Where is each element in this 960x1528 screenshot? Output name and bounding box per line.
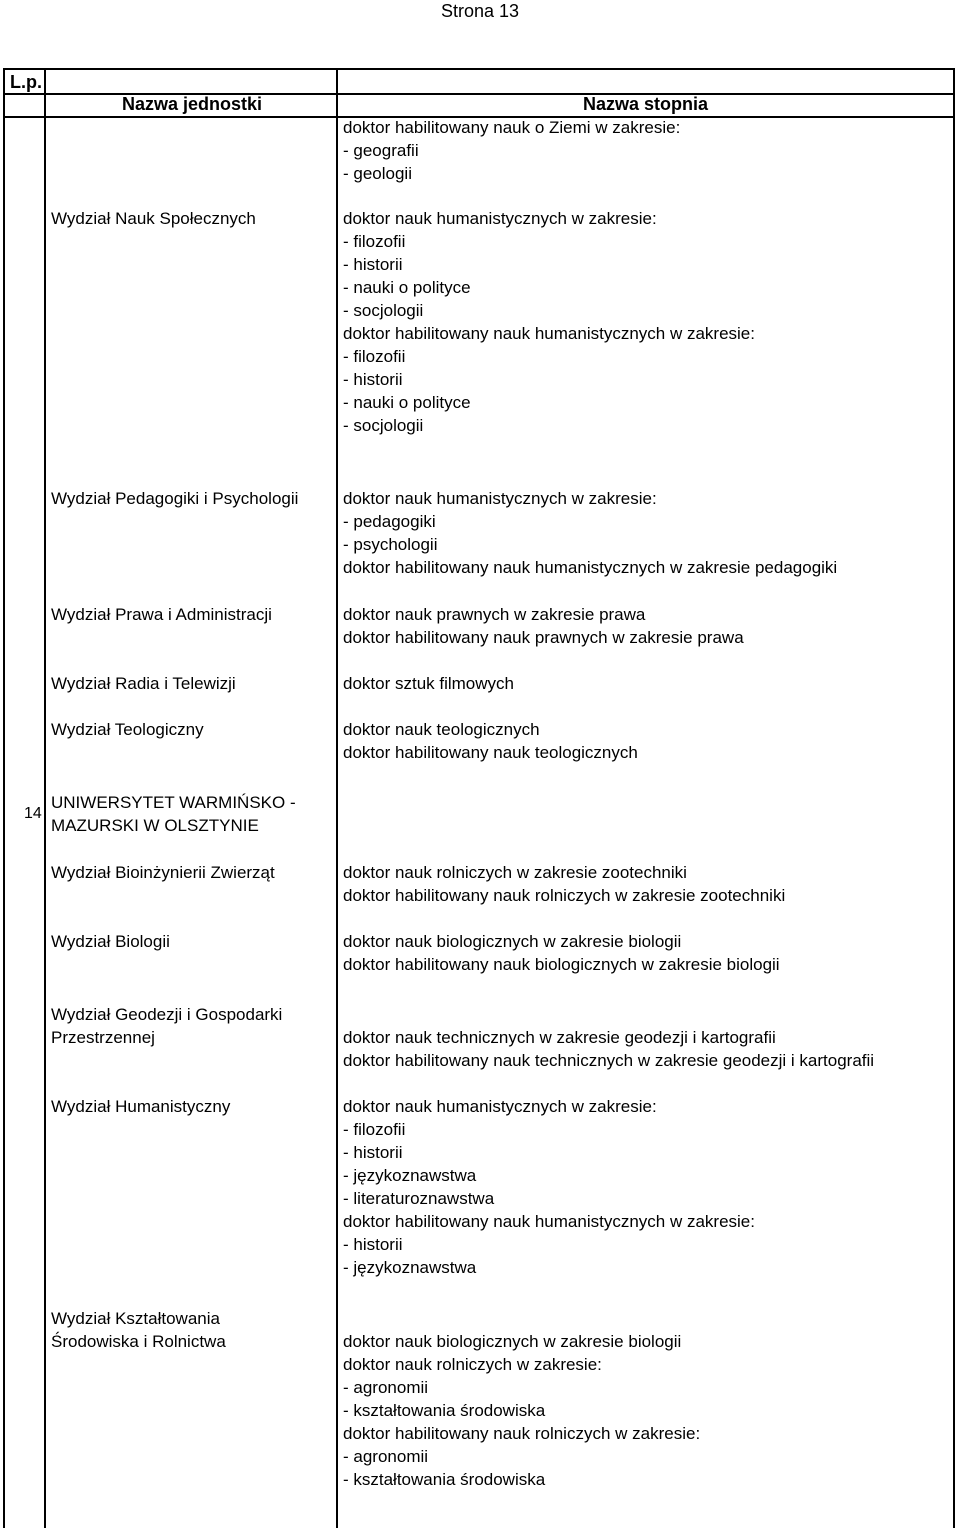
column-divider-lp (44, 68, 46, 1528)
unit-cell-law (51, 603, 272, 626)
degree-line: doktor habilitowany nauk humanistycznych w zakresie: (343, 1212, 755, 1231)
unit-name: Wydział Teologiczny (51, 720, 204, 739)
degree-line: - psychologii (343, 535, 438, 554)
unit-name: Wydział Nauk Społecznych (51, 209, 256, 228)
header-unit-name: Nazwa jednostki (122, 94, 263, 114)
degree-line: - agronomii (343, 1378, 429, 1397)
unit-cell-biology (51, 930, 170, 953)
unit-name: Wydział Biologii (51, 932, 170, 951)
degree-line: doktor nauk humanistycznych w zakresie: (343, 489, 657, 508)
degree-line: - kształtowania środowiska (343, 1401, 546, 1420)
degree-line: doktor habilitowany nauk humanistycznych w zakresie: (343, 324, 755, 343)
unit-name: Wydział Humanistyczny (51, 1097, 231, 1116)
university-name-line: MAZURSKI W OLSZTYNIE (51, 816, 259, 835)
degree-line: - socjologii (343, 301, 424, 320)
unit-cell-radio-tv (51, 672, 236, 695)
unit-cell-animal-bioengineering (51, 861, 275, 884)
unit-cell-pedagogy (51, 487, 298, 510)
unit-name: Wydział Pedagogiki i Psychologii (51, 489, 299, 508)
degree-line: doktor sztuk filmowych (343, 674, 514, 693)
degree-line: - historii (343, 1143, 403, 1162)
degree-line: doktor nauk biologicznych w zakresie biologii (343, 1332, 682, 1351)
degree-line: doktor habilitowany nauk rolniczych w zakresie zootechniki (343, 886, 786, 905)
unit-name: Środowiska i Rolnictwa (51, 1332, 226, 1351)
unit-name: Wydział Kształtowania (51, 1309, 220, 1328)
degree-line: - historii (343, 370, 403, 389)
row-number: 14 (24, 805, 42, 822)
degree-line: - pedagogiki (343, 512, 436, 531)
degree-line: doktor habilitowany nauk humanistycznych w zakresie pedagogiki (343, 558, 838, 577)
unit-cell-social-sciences (51, 207, 256, 230)
degree-line: doktor nauk teologicznych (343, 720, 540, 739)
degree-cell-earth-sciences (343, 116, 680, 185)
degree-line: - geografii (343, 141, 419, 160)
degree-cell-theology (343, 718, 638, 764)
unit-cell-environment-agriculture (51, 1307, 226, 1353)
university-name (51, 791, 296, 837)
degree-line: - historii (343, 255, 403, 274)
header-degree-name: Nazwa stopnia (583, 94, 709, 114)
degree-cell-environment-agriculture (343, 1330, 700, 1491)
page-number: Strona 13 (440, 1, 520, 21)
degree-line: doktor nauk biologicznych w zakresie biologii (343, 932, 682, 951)
degree-line: - historii (343, 1235, 403, 1254)
degree-line: doktor habilitowany nauk technicznych w zakresie geodezji i kartografii (343, 1051, 875, 1070)
degree-line: - socjologii (343, 416, 424, 435)
unit-name: Wydział Radia i Telewizji (51, 674, 236, 693)
degree-cell-biology (343, 930, 780, 976)
degree-line: doktor habilitowany nauk o Ziemi w zakresie: (343, 118, 681, 137)
degree-line: - nauki o polityce (343, 278, 471, 297)
degree-line: - geologii (343, 164, 412, 183)
degree-cell-pedagogy (343, 487, 837, 579)
degree-cell-social-sciences (343, 207, 755, 437)
degree-line: doktor habilitowany nauk rolniczych w zakresie: (343, 1424, 701, 1443)
degree-line: - kształtowania środowiska (343, 1470, 546, 1489)
degree-line: doktor habilitowany nauk biologicznych w zakresie biologii (343, 955, 780, 974)
degree-cell-geodesy (343, 1026, 874, 1072)
degree-line: - filozofii (343, 232, 406, 251)
unit-cell-humanities (51, 1095, 230, 1118)
degree-line: doktor nauk humanistycznych w zakresie: (343, 209, 657, 228)
degree-line: - filozofii (343, 1120, 406, 1139)
degree-line: - literaturoznawstwa (343, 1189, 495, 1208)
degree-line: - nauki o polityce (343, 393, 471, 412)
degree-line: - językoznawstwa (343, 1258, 477, 1277)
unit-name: Wydział Bioinżynierii Zwierząt (51, 863, 275, 882)
degree-line: - językoznawstwa (343, 1166, 477, 1185)
degree-line: - filozofii (343, 347, 406, 366)
degree-line: doktor nauk technicznych w zakresie geodezji i kartografii (343, 1028, 776, 1047)
degree-line: doktor habilitowany nauk prawnych w zakresie prawa (343, 628, 744, 647)
degree-cell-law (343, 603, 744, 649)
degree-line: doktor nauk humanistycznych w zakresie: (343, 1097, 657, 1116)
unit-cell-geodesy (51, 1003, 282, 1049)
university-name-line: UNIWERSYTET WARMIŃSKO - (51, 793, 296, 812)
unit-cell-theology (51, 718, 204, 741)
column-divider-unit (336, 68, 338, 1528)
unit-name: Wydział Prawa i Administracji (51, 605, 272, 624)
degree-cell-radio-tv (343, 672, 514, 695)
degree-line: - agronomii (343, 1447, 429, 1466)
degree-cell-animal-bioengineering (343, 861, 785, 907)
header-lp: L.p. (10, 72, 42, 92)
degree-line: doktor nauk rolniczych w zakresie zootechniki (343, 863, 687, 882)
degree-line: doktor nauk rolniczych w zakresie: (343, 1355, 602, 1374)
degree-line: doktor habilitowany nauk teologicznych (343, 743, 638, 762)
unit-name: Wydział Geodezji i Gospodarki (51, 1005, 283, 1024)
unit-name: Przestrzennej (51, 1028, 155, 1047)
degree-cell-humanities (343, 1095, 755, 1279)
degree-line: doktor nauk prawnych w zakresie prawa (343, 605, 646, 624)
